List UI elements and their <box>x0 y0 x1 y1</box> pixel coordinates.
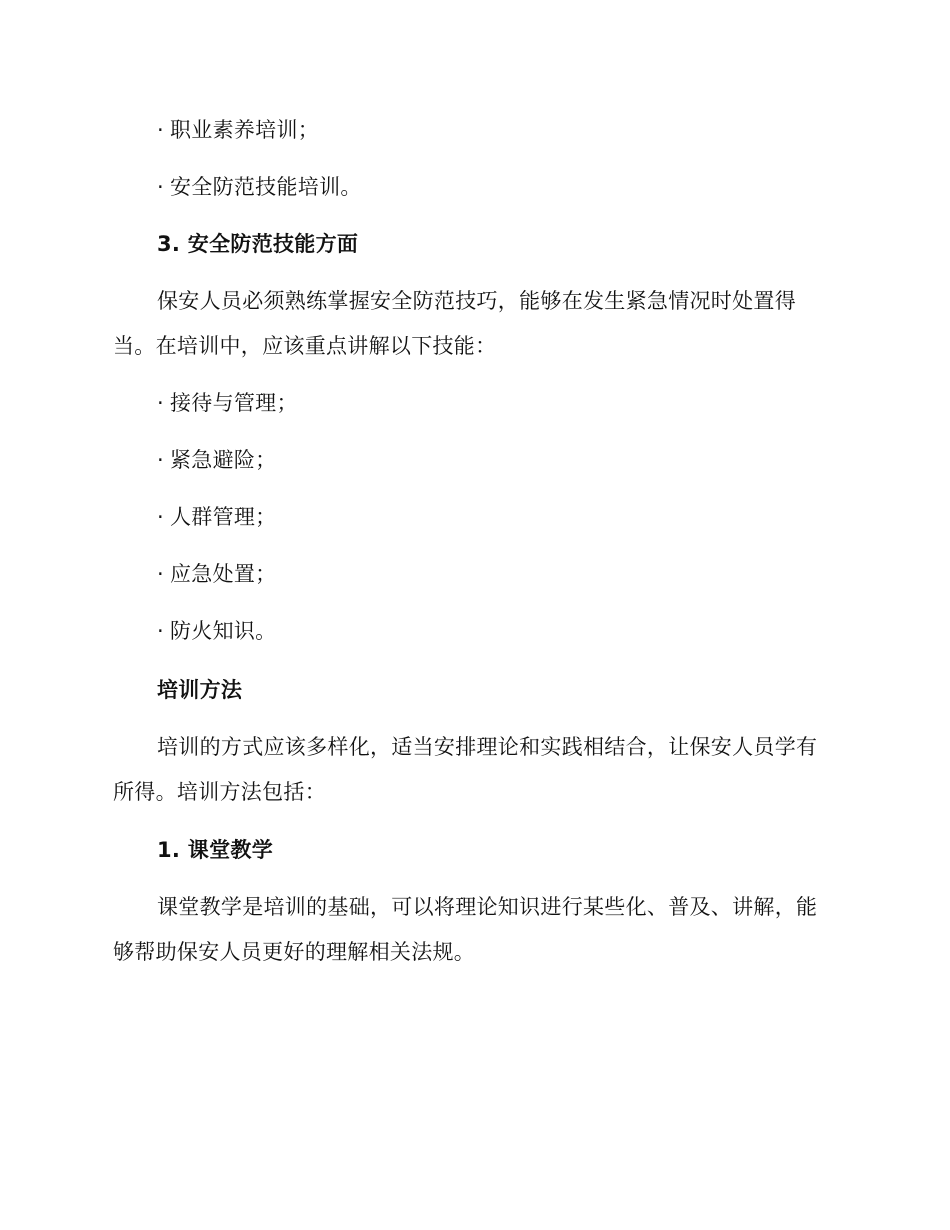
bullet-marker: · <box>157 562 164 586</box>
bullet-marker: · <box>157 505 164 529</box>
bullet-text: 职业素养培训； <box>169 118 320 142</box>
bullet-marker: · <box>157 391 164 415</box>
skill-item-reception <box>157 389 298 417</box>
methods-paragraph-line2: 所得。培训方法包括： <box>113 780 326 804</box>
bullet-marker: · <box>157 175 164 199</box>
skill-item-crowd-management <box>157 503 276 531</box>
bullet-text: 防火知识。 <box>169 619 277 643</box>
bullet-marker: · <box>157 619 164 643</box>
skill-item-emergency-response <box>157 560 276 588</box>
bullet-text: 紧急避险； <box>169 448 277 472</box>
skill-item-emergency-avoidance <box>157 446 276 474</box>
bullet-text: 人群管理； <box>169 505 277 529</box>
bullet-text: 接待与管理； <box>169 391 298 415</box>
bullet-marker: · <box>157 448 164 472</box>
method1-paragraph-line1: 课堂教学是培训的基础，可以将理论知识进行某些化、普及、讲解，能 <box>157 895 818 919</box>
bullet-text: 安全防范技能培训。 <box>169 175 362 199</box>
bullet-text: 应急处置； <box>169 562 277 586</box>
section3-paragraph-line2: 当。在培训中，应该重点讲解以下技能： <box>113 334 497 358</box>
methods-heading: 培训方法 <box>157 678 243 702</box>
section3-heading: 3. 安全防范技能方面 <box>157 232 359 256</box>
section3-paragraph-line1: 保安人员必须熟练掌握安全防范技巧，能够在发生紧急情况时处置得 <box>157 289 796 313</box>
skill-item-fire-prevention <box>157 617 276 645</box>
bullet-item-security-skills <box>157 173 362 201</box>
method1-heading: 1. 课堂教学 <box>157 838 273 862</box>
bullet-marker: · <box>157 118 164 142</box>
method1-paragraph-line2: 够帮助保安人员更好的理解相关法规。 <box>113 940 476 964</box>
methods-paragraph-line1: 培训的方式应该多样化，适当安排理论和实践相结合，让保安人员学有 <box>157 735 818 759</box>
bullet-item-professionalism <box>157 116 319 144</box>
